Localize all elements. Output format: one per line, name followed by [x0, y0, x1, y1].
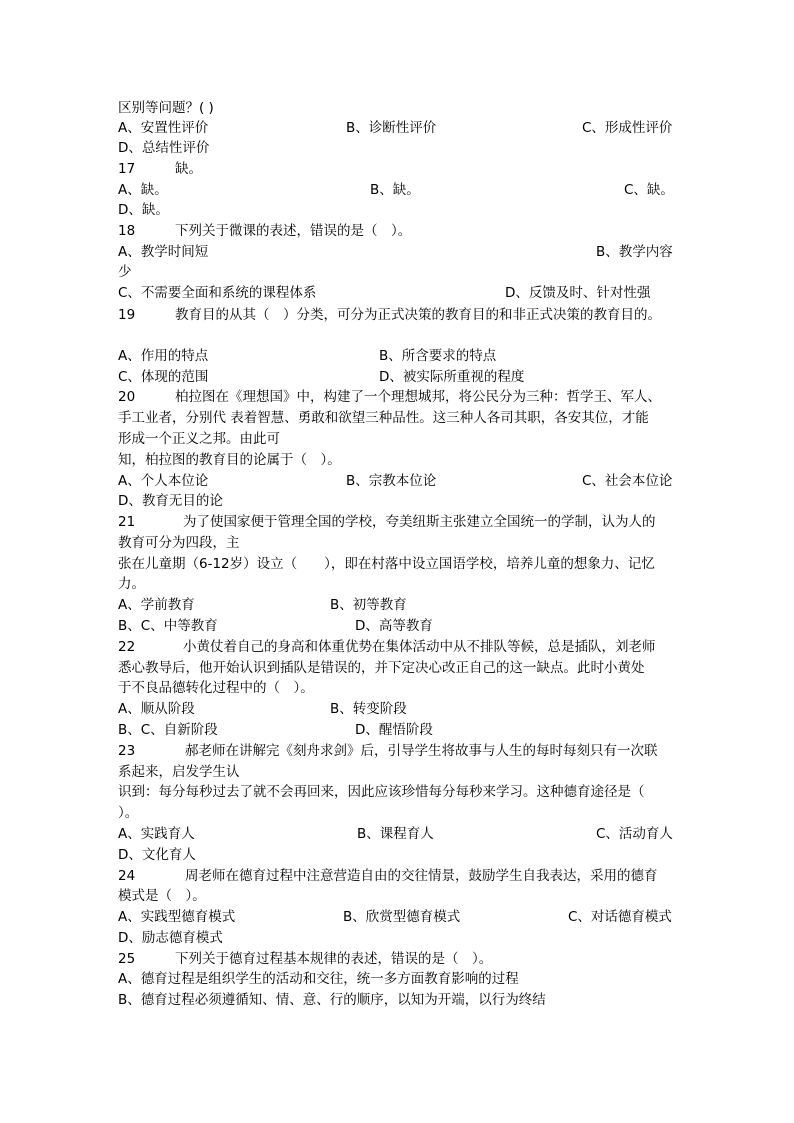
question-stem-line: 张在儿童期（6-12岁）设立（ ），即在村落中设立国语学校，培养儿童的想象力、记忆: [118, 556, 655, 572]
question-stem-line: 小黄仗着自己的身高和体重优势在集体活动中从不排队等候，总是插队，刘老师: [183, 639, 656, 655]
question-number: 23: [118, 743, 136, 759]
option-b-wrap: 少: [118, 264, 132, 280]
question-stem: 缺。: [175, 161, 202, 177]
option-c: C、形成性评价: [582, 120, 673, 136]
option-b: B、德育过程必须遵循知、情、意、行的顺序，以知为开端，以行为终结: [118, 992, 546, 1008]
question-number: 25: [118, 951, 136, 967]
question-stem-line: 柏拉图在《理想国》中，构建了一个理想城邦，将公民分为三种：哲学王、军人、: [175, 389, 661, 405]
question-stem-line: 郝老师在讲解完《刻舟求剑》后，引导学生将故事与人生的每时每刻只有一次联: [185, 743, 658, 759]
question-number: 22: [118, 639, 136, 655]
option-c: C、对话德育模式: [568, 909, 672, 925]
question-stem-line: 系起来，启发学生认: [118, 764, 240, 780]
option-b: B、课程育人: [357, 826, 434, 842]
option-d: D、教育无目的论: [118, 493, 223, 509]
option-a: A、顺从阶段: [118, 701, 195, 717]
question-number: 19: [118, 307, 136, 323]
question-stem-line: 为了使国家便于管理全国的学校，夸美纽斯主张建立全国统一的学制，认为人的: [183, 514, 656, 530]
question-stem-line: 手工业者，分别代 表着智慧、勇敢和欲望三种品性。这三种人各司其职，各安其位，才能: [118, 410, 649, 426]
option-b: B、欣赏型德育模式: [343, 909, 461, 925]
option-d: D、高等教育: [355, 618, 433, 634]
question-stem-line: 周老师在德育过程中注意营造自由的交往情景，鼓励学生自我表达，采用的德育: [185, 868, 658, 884]
option-a: A、德育过程是组织学生的活动和交往，统一多方面教育影响的过程: [118, 971, 519, 987]
option-c: B、C、自新阶段: [118, 722, 218, 738]
question-stem-line: 力。: [118, 576, 145, 592]
option-a: A、学前教育: [118, 597, 195, 613]
option-d: D、文化育人: [118, 847, 196, 863]
option-b: B、缺。: [370, 182, 420, 198]
option-d: D、醒悟阶段: [355, 722, 433, 738]
option-a: A、实践育人: [118, 826, 195, 842]
question-stem-line: 于不良品德转化过程中的（ ）。: [118, 680, 314, 696]
question-number: 20: [118, 389, 136, 405]
question-stem-line: 知，柏拉图的教育目的论属于（ ）。: [118, 452, 341, 468]
option-b: B、转变阶段: [330, 701, 407, 717]
option-c: C、体现的范围: [118, 369, 209, 385]
option-b: B、所含要求的特点: [379, 348, 497, 364]
option-d: D、励志德育模式: [118, 930, 223, 946]
option-c: C、缺。: [624, 182, 674, 198]
option-a: A、实践型德育模式: [118, 909, 236, 925]
option-a: A、作用的特点: [118, 348, 209, 364]
option-b: B、宗教本位论: [346, 473, 437, 489]
question-stem: 教育目的从其（ ）分类，可分为正式决策的教育目的和非正式决策的教育目的。: [175, 307, 661, 323]
question-number: 21: [118, 514, 136, 530]
question-stem-line: 教育可分为四段，主: [118, 535, 240, 551]
question-number: 17: [118, 161, 136, 177]
option-b: B、初等教育: [330, 597, 407, 613]
option-a: A、个人本位论: [118, 473, 209, 489]
option-d: D、被实际所重视的程度: [379, 369, 525, 385]
question-stem-line: ）。: [118, 805, 139, 821]
option-b: B、诊断性评价: [346, 120, 437, 136]
option-c: C、活动育人: [596, 826, 673, 842]
option-a: A、安置性评价: [118, 120, 209, 136]
question-number: 18: [118, 223, 136, 239]
option-d: D、反馈及时、针对性强: [505, 285, 651, 301]
option-c: C、社会本位论: [582, 473, 673, 489]
option-c: C、不需要全面和系统的课程体系: [118, 285, 317, 301]
question-stem-line: 形成一个正义之邦。由此可: [118, 431, 280, 447]
question-number: 24: [118, 868, 136, 884]
option-a: A、教学时间短: [118, 244, 209, 260]
question-stem-line: 模式是（ ）。: [118, 888, 206, 904]
question-stem-line: 悉心教导后，他开始认识到插队是错误的，并下定决心改正自己的这一缺点。此时小黄处: [118, 660, 645, 676]
question-stem: 下列关于德育过程基本规律的表述，错误的是（ ）。: [175, 951, 493, 967]
question-stem: 下列关于微课的表述，错误的是（ ）。: [175, 223, 412, 239]
question-stem: 区别等问题？( ): [118, 100, 214, 116]
question-stem-line: 识到：每分每秒过去了就不会再回来，因此应该珍惜每分每秒来学习。这种德育途径是（: [118, 784, 645, 800]
option-d: D、总结性评价: [118, 140, 210, 156]
option-d: D、缺。: [118, 202, 169, 218]
option-b: B、教学内容: [596, 244, 673, 260]
option-a: A、缺。: [118, 182, 168, 198]
option-c: B、C、中等教育: [118, 618, 218, 634]
